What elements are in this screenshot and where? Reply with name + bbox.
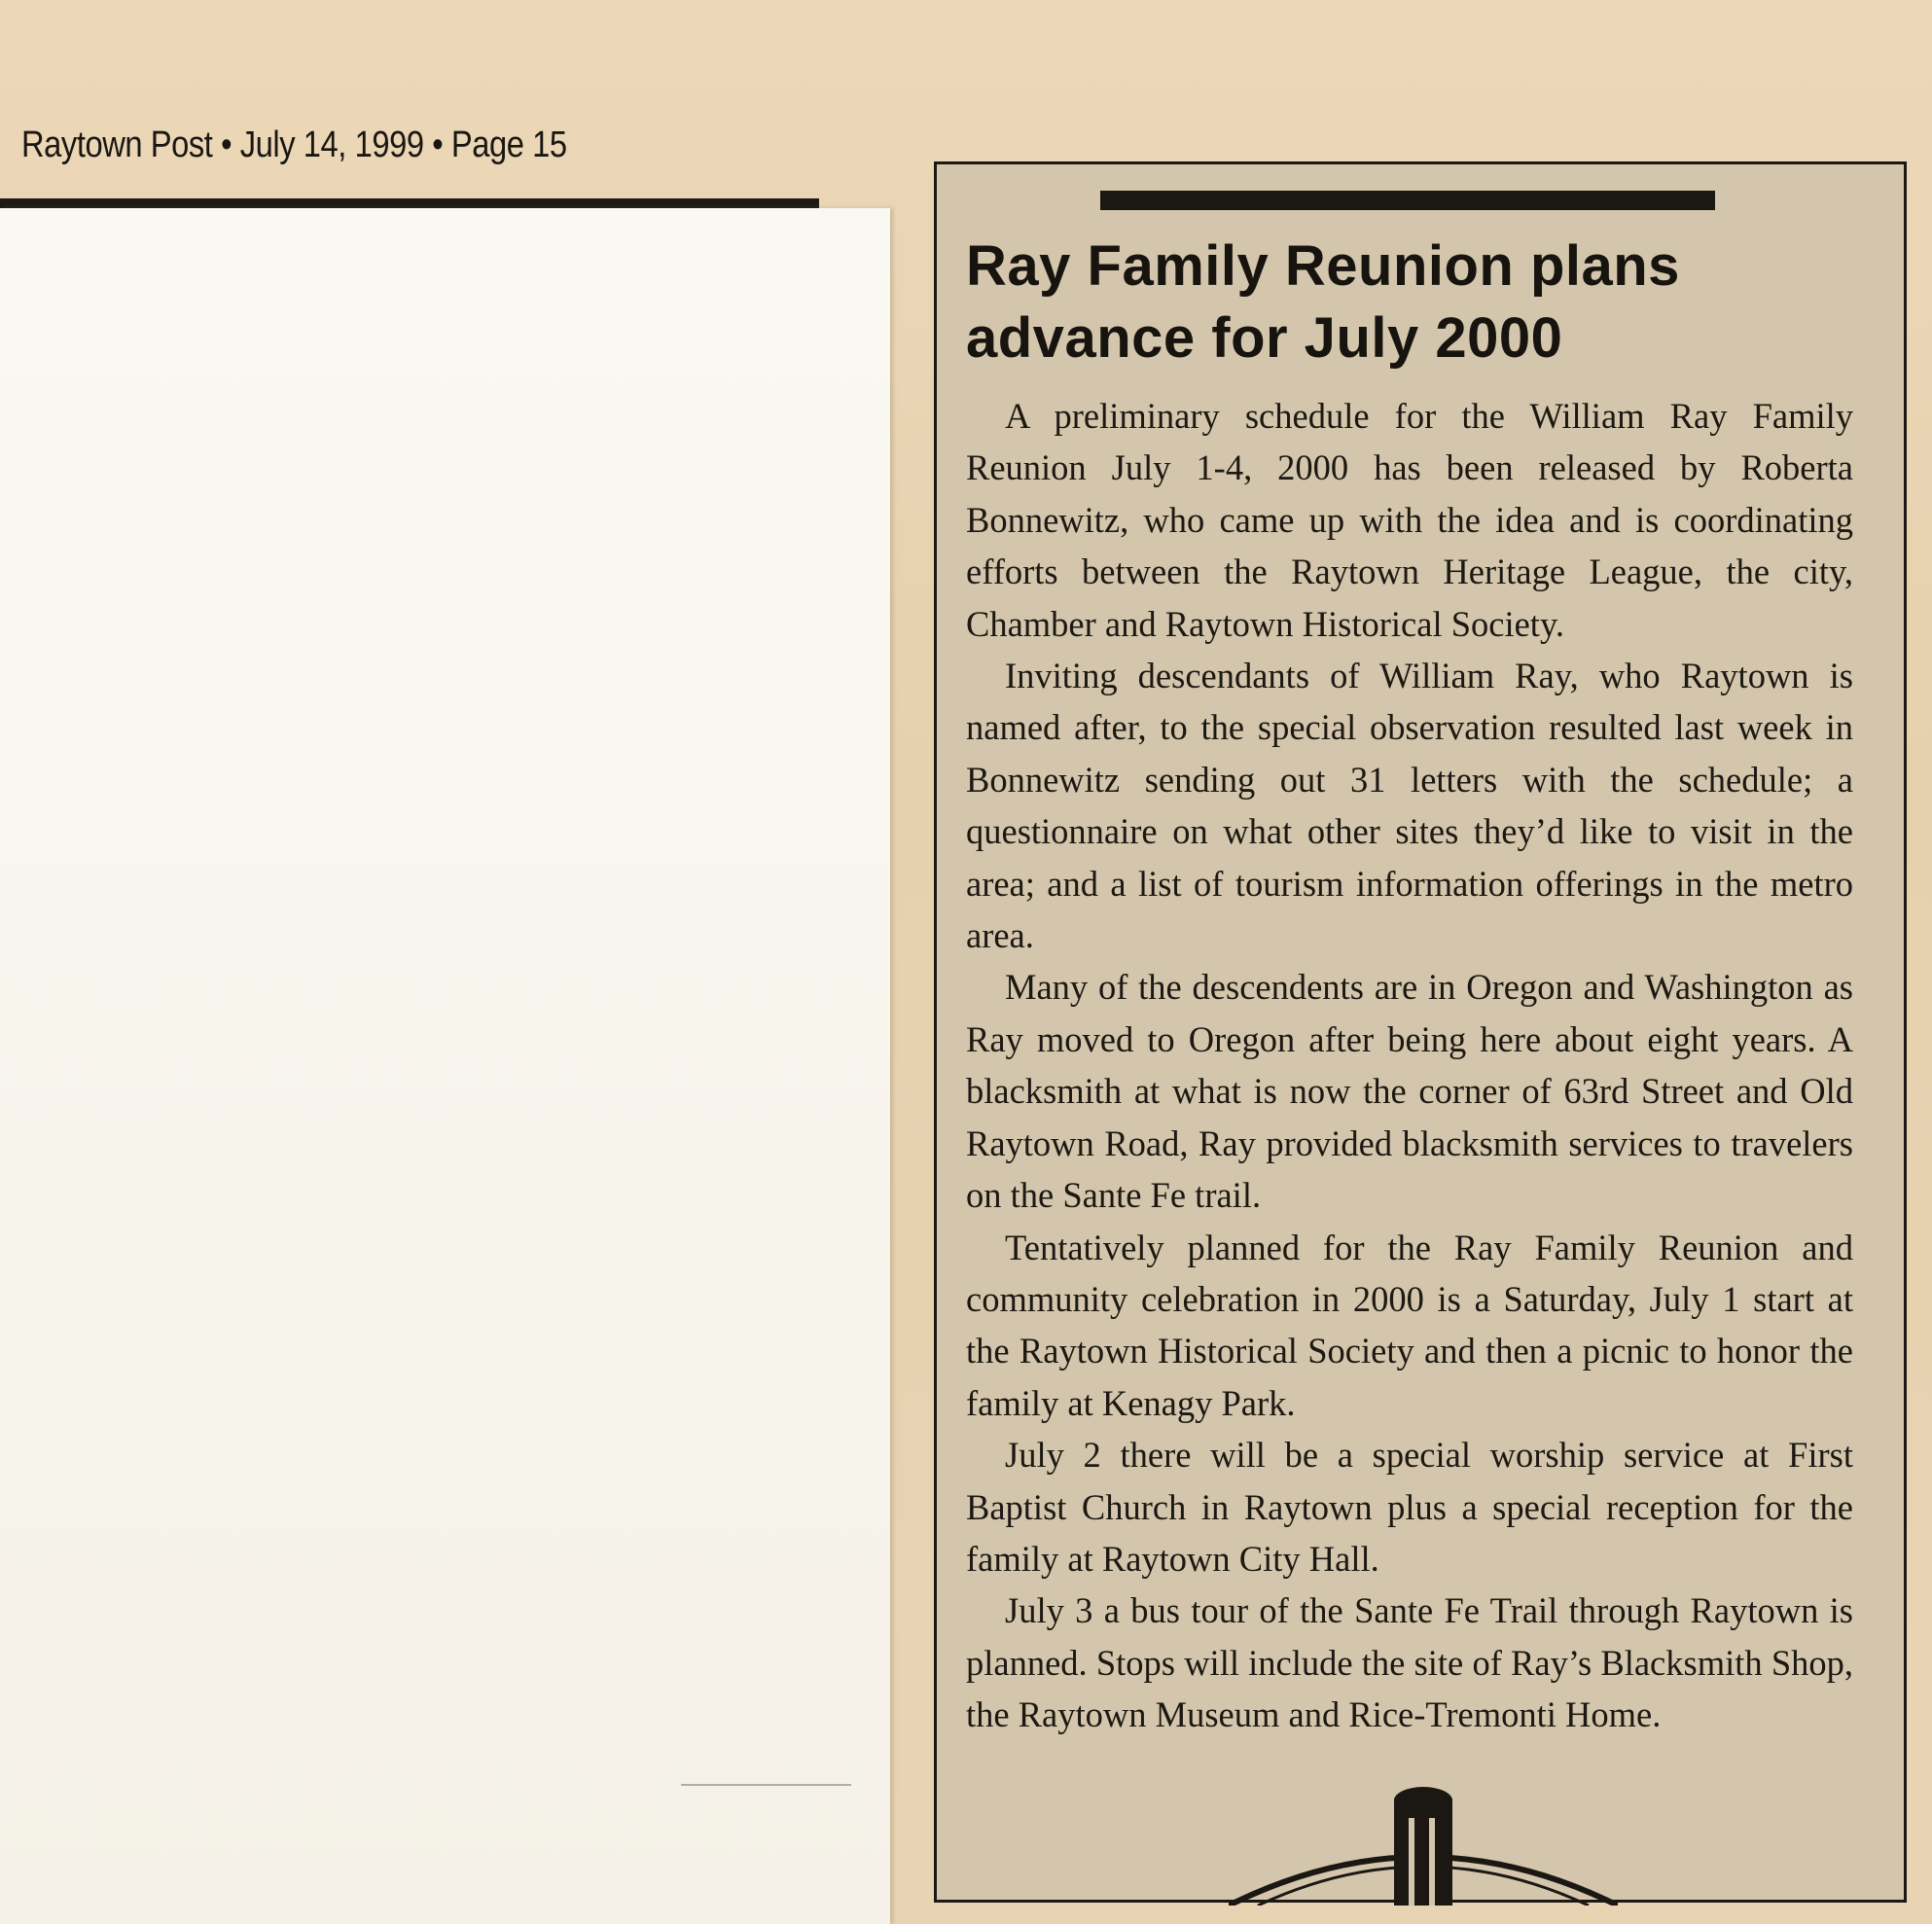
ornament-graphic <box>1229 1779 1618 1906</box>
masthead: Raytown Post • July 14, 1999 • Page 15 <box>21 125 567 165</box>
article-paragraph: Inviting descendants of William Ray, who Raytown is named after, to the special observation resulted last week in Bonnewitz sending out 31 letters with the schedule; a questionnaire on what other sites they’d like to visit in the area; and a list of tourism information offerings in the metro area. <box>966 656 1853 956</box>
article-paragraph: July 2 there will be a special worship service at First Baptist Church in Raytown plus a special reception for the family at Raytown City Hall. <box>966 1435 1853 1579</box>
blank-paper-sheet <box>0 208 890 1924</box>
headline-line-2: advance for July 2000 <box>966 306 1563 370</box>
article-paragraph: Many of the descendents are in Oregon and Washington as Ray moved to Oregon after being here about eight years. A blacksmith at what is now the corner of 63rd Street and Old Raytown Road, Ray provided blacksmith services to travelers on the Sante Fe trail. <box>966 967 1853 1216</box>
fold-mark <box>681 1784 851 1786</box>
article-paragraph: July 3 a bus tour of the Sante Fe Trail through Raytown is planned. Stops will include the site of Ray’s Blacksmith Shop, the Raytown Museum and Rice-Tremonti Home. <box>966 1590 1853 1735</box>
article-top-bar <box>1100 191 1715 210</box>
article-body <box>966 390 1853 1741</box>
article-clipping <box>934 161 1907 1903</box>
article-headline <box>966 231 1880 374</box>
article-paragraph: A preliminary schedule for the William Ray Family Reunion July 1-4, 2000 has been released by Roberta Bonnewitz, who came up with the idea and is coordinating efforts between the Raytown Heritage League, the city, Chamber and Raytown Historical Society. <box>966 396 1853 644</box>
article-paragraph: Tentatively planned for the Ray Family Reunion and community celebration in 2000 is a Saturday, July 1 start at the Raytown Historical Society and then a picnic to honor the family at Kenagy Park. <box>966 1227 1853 1423</box>
headline-line-1: Ray Family Reunion plans <box>966 234 1680 298</box>
